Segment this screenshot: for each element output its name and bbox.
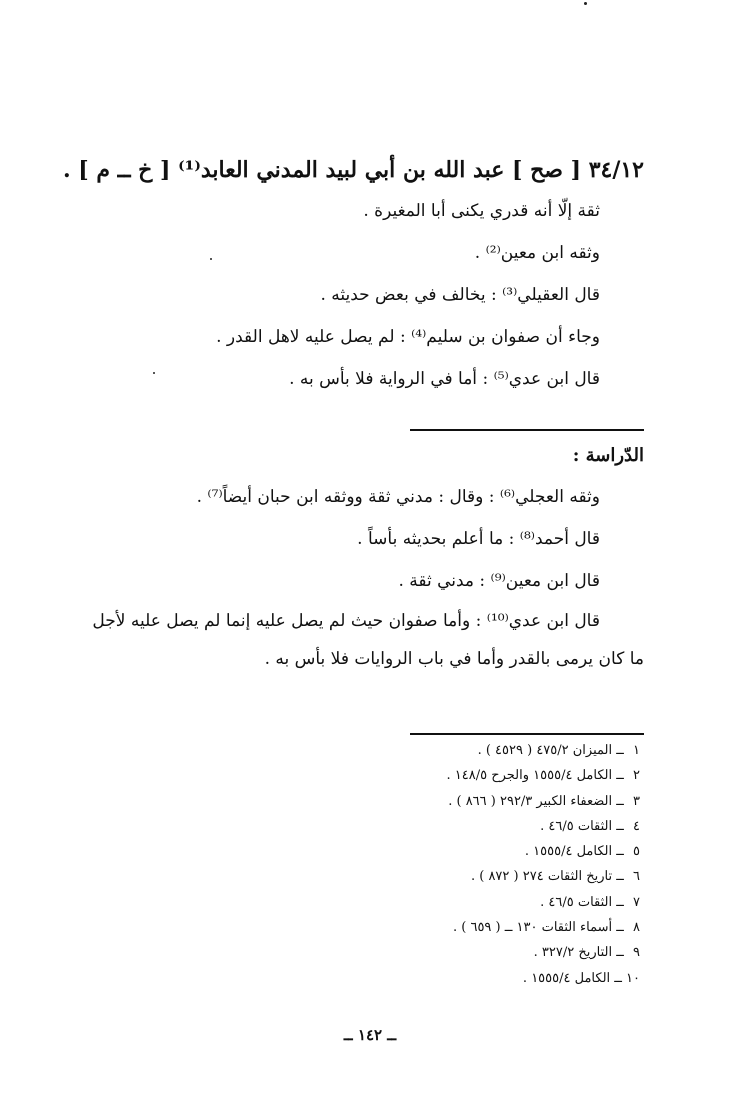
footnote-text: ــ الكامل ١٥٥٥/٤ .: [524, 844, 624, 860]
study-line-text: قال ابن عدي⁽¹⁰⁾ : وأما صفوان حيث لم يصل عليه إنما لم يصل عليه لأجل ما كان يرمى بالقدر وأما في باب الروايات فلا بأس به .: [92, 611, 644, 669]
study-title: الدّراسة :: [572, 445, 644, 466]
footnote-number: ٨: [633, 920, 640, 936]
footnote-text: ــ تاريخ الثقات ٢٧٤ ( ٨٧٢ ) .: [470, 869, 624, 885]
footnote: [84, 738, 644, 763]
entry-line: قال ابن عدي⁽⁵⁾ : أما في الرواية فلا بأس به .: [289, 369, 600, 389]
footnote-number: ٥: [633, 844, 640, 860]
footnote-text: ــ أسماء الثقات ١٣٠ ــ ( ٦٥٩ ) .: [453, 920, 624, 936]
footnote: [84, 763, 644, 788]
footnote-number: ٩: [633, 945, 640, 961]
footnote-number: ٣: [633, 793, 640, 809]
footnote-text: ــ الكامل ١٥٥٥/٤ والجرح ١٤٨/٥ .: [446, 768, 624, 784]
footnote-divider: [410, 733, 644, 735]
footnote-number: ٤: [633, 818, 640, 834]
scan-speck: [584, 2, 587, 5]
footnote: [84, 789, 644, 814]
study-section: [84, 436, 644, 678]
footnote: [84, 890, 644, 915]
footnote-number: ٦: [633, 869, 640, 885]
study-line: وثقه العجلي⁽⁶⁾ : وقال : مدني ثقة ووثقه ابن حبان أيضاً⁽⁷⁾ .: [196, 487, 600, 507]
footnote: [84, 814, 644, 839]
footnote-number: ٢: [633, 768, 640, 784]
footnote: [84, 915, 644, 940]
page-number: ــ ١٤٢ ــ: [343, 1026, 397, 1044]
footnote-text: ــ الكامل ١٥٥٥/٤ .: [522, 970, 622, 986]
footnote-number: ١٠: [626, 970, 640, 986]
section-divider: [410, 429, 644, 431]
footnote-text: ــ الثقات ٤٦/٥ .: [540, 894, 624, 910]
study-line: [84, 602, 644, 678]
footnote-text: ــ الضعفاء الكبير ٢٩٢/٣ ( ٨٦٦ ) .: [448, 793, 624, 809]
entry-line: وثقه ابن معين⁽²⁾ .: [474, 243, 600, 263]
entry-heading: ٣٤/١٢ [ صح ] عبد الله بن أبي لبيد المدني العابد⁽¹⁾ [ خ ــ م ] .: [62, 157, 644, 183]
footnote-text: ــ التاريخ ٣٢٧/٢ .: [533, 945, 624, 961]
entry-line: وجاء أن صفوان بن سليم⁽⁴⁾ : لم يصل عليه لاهل القدر .: [216, 327, 600, 347]
study-line: قال أحمد⁽⁸⁾ : ما أعلم بحديثه بأساً .: [357, 529, 600, 549]
footnote: [84, 864, 644, 889]
footnote-text: ــ الميزان ٤٧٥/٢ ( ٤٥٢٩ ) .: [477, 743, 624, 758]
footnote-text: ــ الثقات ٤٦/٥ .: [540, 818, 624, 834]
entry-line: قال العقيلي⁽³⁾ : يخالف في بعض حديثه .: [320, 285, 600, 305]
narrator-entry: [62, 150, 644, 400]
entry-line: ثقة إلّا أنه قدري يكنى أبا المغيرة .: [363, 201, 600, 221]
footnote-number: ٧: [633, 894, 640, 910]
footnote: [84, 966, 644, 991]
footnote: [84, 940, 644, 965]
footnote-list: [84, 738, 644, 991]
footnote-number: ١: [633, 743, 640, 758]
footnote: [84, 839, 644, 864]
study-line: قال ابن معين⁽⁹⁾ : مدني ثقة .: [398, 571, 600, 591]
